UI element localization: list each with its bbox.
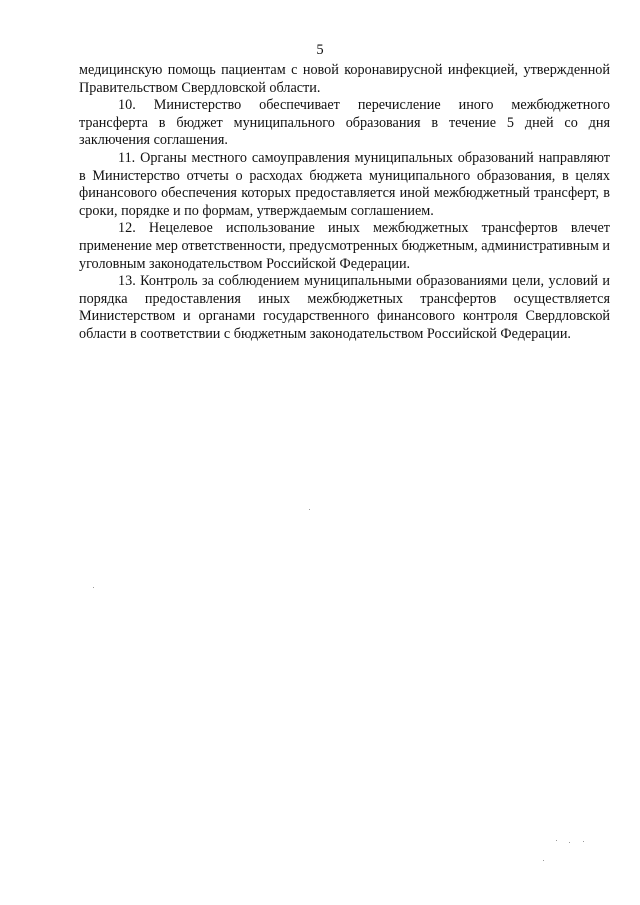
scan-speck xyxy=(556,840,557,841)
paragraph-10: 10. Министерство обеспечивает перечисление иного межбюджетного трансферта в бюджет муниципального образования в течение 5 дней со дня заключения соглашения. xyxy=(79,97,610,149)
paragraph-11: 11. Органы местного самоуправления муниципальных образований направляют в Министерство отчеты о расходах бюджета муниципального образования, в целях финансового обеспечения которых предоставляется иной межбюджетный трансферт, в сроки, порядке и по формам, утверждаемым соглашением. xyxy=(79,149,610,219)
scan-speck xyxy=(583,841,584,842)
scan-speck xyxy=(569,842,570,843)
page-number: 5 xyxy=(316,42,324,58)
paragraph-13: 13. Контроль за соблюдением муниципальными образованиями цели, условий и порядка предоставления иных межбюджетных трансфертов осуществляется Министерством и органами государственного финансового контроля Свердловской области в соответствии с бюджетным законодательством Российской Федерации. xyxy=(79,273,610,342)
scan-speck xyxy=(93,587,94,588)
paragraph-continuation: медицинскую помощь пациентам с новой коронавирусной инфекцией, утвержденной Правительством Свердловской области. xyxy=(79,62,610,96)
paragraph-12: 12. Нецелевое использование иных межбюджетных трансфертов влечет применение мер ответственности, предусмотренных бюджетным, административным и уголовным законодательством Российской Федерации. xyxy=(79,220,610,272)
scan-speck xyxy=(543,860,544,861)
scan-speck xyxy=(309,509,310,510)
document-body xyxy=(79,62,610,344)
